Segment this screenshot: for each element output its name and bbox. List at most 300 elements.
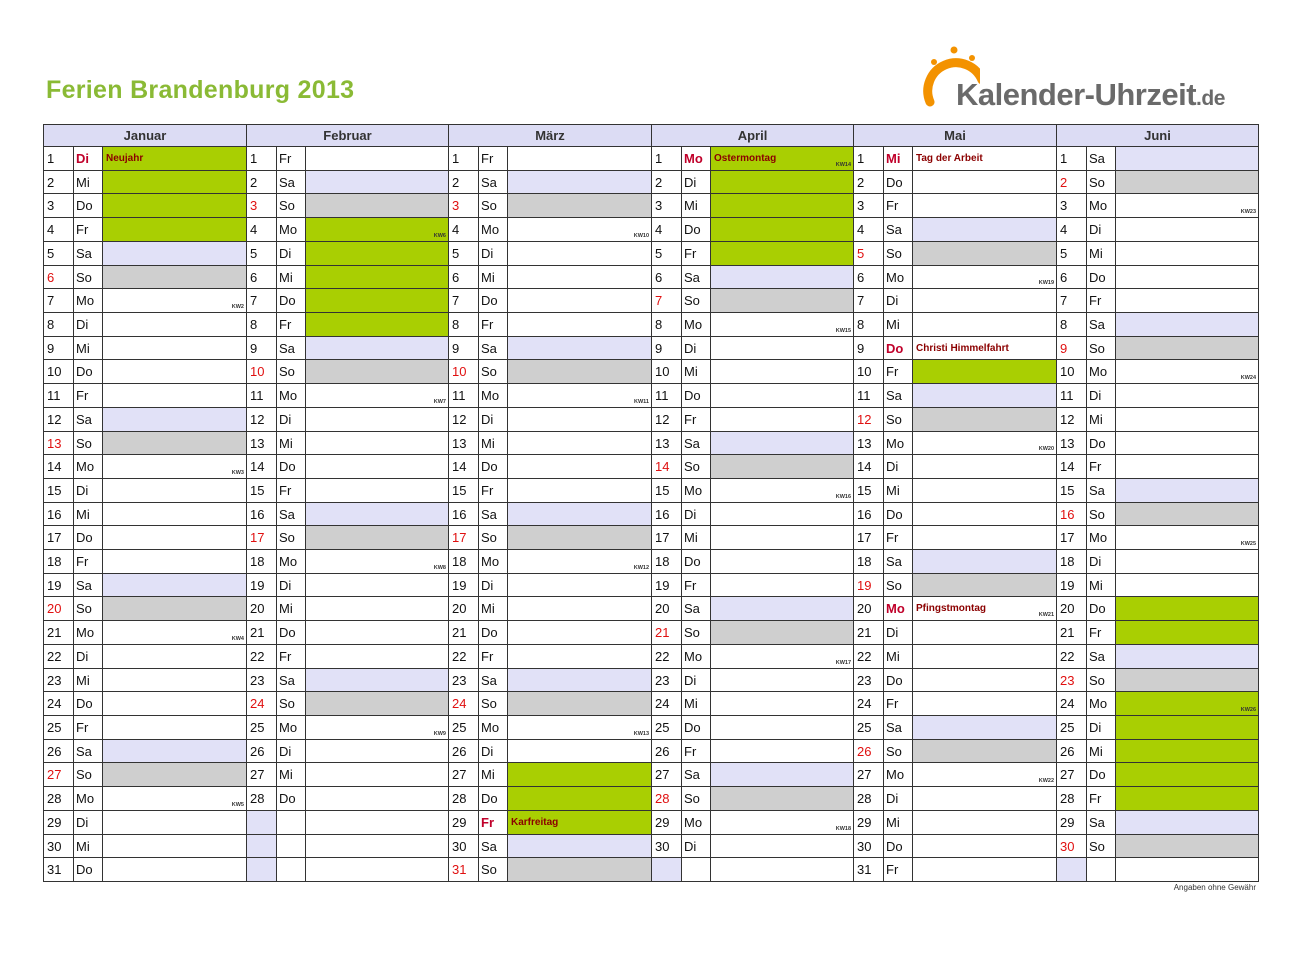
- day-number: 6: [247, 266, 277, 289]
- weekday-label: Do: [682, 384, 711, 408]
- day-note: [913, 763, 1057, 787]
- weekday-label: Di: [74, 645, 103, 669]
- day-number: 28: [449, 787, 479, 811]
- weekday-label: Mi: [1087, 242, 1116, 266]
- day-note: [913, 384, 1057, 408]
- day-number: 17: [854, 526, 884, 550]
- weekday-label: Fr: [74, 550, 103, 574]
- calendar-week-label: KW2: [231, 304, 244, 310]
- day-number: 7: [44, 289, 74, 313]
- day-number: 28: [652, 787, 682, 811]
- weekday-label: Sa: [1087, 479, 1116, 503]
- day-number: 26: [247, 740, 277, 763]
- weekday-label: Mo: [74, 455, 103, 479]
- day-number: 7: [854, 289, 884, 313]
- day-number: 2: [854, 171, 884, 194]
- weekday-label: Mo: [884, 266, 913, 289]
- logo: [920, 40, 1250, 120]
- day-number: 27: [854, 763, 884, 787]
- day-note: [913, 645, 1057, 669]
- weekday-label: Di: [1087, 716, 1116, 740]
- day-number: 12: [247, 408, 277, 432]
- day-number: 3: [247, 194, 277, 218]
- weekday-label: Do: [277, 787, 306, 811]
- calendar-week-label: KW3: [231, 470, 244, 476]
- weekday-label: So: [884, 242, 913, 266]
- weekday-label: Mo: [479, 218, 508, 242]
- day-note: [103, 669, 247, 692]
- weekday-label: Sa: [277, 171, 306, 194]
- calendar-week-label: KW18: [835, 826, 851, 832]
- day-number: 14: [449, 455, 479, 479]
- day-note: [306, 692, 449, 716]
- day-number: 19: [449, 574, 479, 597]
- logo-text: [956, 77, 1225, 113]
- weekday-label: Di: [682, 835, 711, 858]
- weekday-label: Mo: [277, 384, 306, 408]
- calendar-week-label: KW20: [1038, 446, 1054, 452]
- day-note: [306, 787, 449, 811]
- weekday-label: Sa: [682, 432, 711, 455]
- day-number: 23: [652, 669, 682, 692]
- page-title: Ferien Brandenburg 2013: [46, 76, 355, 104]
- day-note: [306, 574, 449, 597]
- day-number: 3: [44, 194, 74, 218]
- day-note: [508, 621, 652, 645]
- weekday-label: Fr: [1087, 787, 1116, 811]
- day-number: 6: [1057, 266, 1087, 289]
- weekday-label: Sa: [682, 266, 711, 289]
- month-header-februar: Februar: [247, 124, 449, 147]
- day-note: [1116, 621, 1259, 645]
- day-note: [1116, 360, 1259, 384]
- day-note: [1116, 194, 1259, 218]
- weekday-label: Sa: [884, 550, 913, 574]
- empty-cell: [1057, 858, 1087, 882]
- day-number: 25: [44, 716, 74, 740]
- day-note: [508, 692, 652, 716]
- day-note: [103, 503, 247, 526]
- day-note: [306, 289, 449, 313]
- weekday-label: Di: [74, 479, 103, 503]
- day-number: 1: [854, 147, 884, 171]
- weekday-label: Mi: [74, 337, 103, 360]
- weekday-label: Di: [74, 313, 103, 337]
- day-note: [913, 835, 1057, 858]
- holiday-note: Christi Himmelfahrt: [913, 337, 1057, 360]
- day-note: [103, 621, 247, 645]
- day-note: [711, 621, 854, 645]
- day-number: 29: [449, 811, 479, 835]
- weekday-label: Do: [884, 337, 913, 360]
- weekday-label: Do: [884, 503, 913, 526]
- calendar-week-label: KW25: [1240, 541, 1256, 547]
- weekday-label: Sa: [884, 384, 913, 408]
- day-number: 8: [652, 313, 682, 337]
- day-note: [306, 194, 449, 218]
- day-number: 13: [854, 432, 884, 455]
- day-note: [1116, 432, 1259, 455]
- day-note: [913, 479, 1057, 503]
- day-note: [1116, 408, 1259, 432]
- day-number: 4: [652, 218, 682, 242]
- empty-cell: [277, 858, 306, 882]
- day-number: 8: [44, 313, 74, 337]
- day-note: [913, 669, 1057, 692]
- day-number: 12: [652, 408, 682, 432]
- day-note: [913, 550, 1057, 574]
- day-note: [306, 669, 449, 692]
- day-note: [913, 432, 1057, 455]
- day-number: 27: [247, 763, 277, 787]
- day-note: [913, 313, 1057, 337]
- day-number: 3: [652, 194, 682, 218]
- day-number: 2: [44, 171, 74, 194]
- day-number: 4: [247, 218, 277, 242]
- day-number: 10: [449, 360, 479, 384]
- weekday-label: Mo: [682, 479, 711, 503]
- day-number: 20: [247, 597, 277, 621]
- weekday-label: Do: [277, 289, 306, 313]
- day-number: 18: [1057, 550, 1087, 574]
- empty-cell: [652, 858, 682, 882]
- weekday-label: Mi: [479, 597, 508, 621]
- day-number: 5: [247, 242, 277, 266]
- calendar-week-label: KW13: [633, 731, 649, 737]
- day-number: 9: [1057, 337, 1087, 360]
- weekday-label: Di: [74, 147, 103, 171]
- day-number: 27: [449, 763, 479, 787]
- holiday-note: Pfingstmontag KW21: [913, 597, 1057, 621]
- day-number: 1: [449, 147, 479, 171]
- day-number: 15: [652, 479, 682, 503]
- day-note: [508, 455, 652, 479]
- day-note: [508, 669, 652, 692]
- weekday-label: Di: [1087, 384, 1116, 408]
- day-number: 23: [449, 669, 479, 692]
- day-note: [306, 384, 449, 408]
- weekday-label: Mi: [1087, 740, 1116, 763]
- weekday-label: Fr: [1087, 621, 1116, 645]
- day-number: 11: [652, 384, 682, 408]
- weekday-label: Do: [682, 716, 711, 740]
- day-note: [306, 408, 449, 432]
- day-number: 7: [652, 289, 682, 313]
- day-number: 13: [652, 432, 682, 455]
- weekday-label: Mi: [682, 360, 711, 384]
- weekday-label: So: [479, 194, 508, 218]
- day-number: 9: [652, 337, 682, 360]
- day-note: [1116, 479, 1259, 503]
- day-number: 12: [44, 408, 74, 432]
- day-note: [711, 550, 854, 574]
- day-number: 24: [44, 692, 74, 716]
- weekday-label: Mi: [277, 266, 306, 289]
- calendar-week-label: KW19: [1038, 280, 1054, 286]
- weekday-label: Fr: [1087, 455, 1116, 479]
- weekday-label: Di: [479, 242, 508, 266]
- calendar-grid: [43, 124, 1258, 882]
- day-note: [508, 384, 652, 408]
- weekday-label: Di: [884, 787, 913, 811]
- day-note: [913, 242, 1057, 266]
- day-note: [913, 171, 1057, 194]
- calendar-week-label: KW22: [1038, 778, 1054, 784]
- day-number: 8: [247, 313, 277, 337]
- day-number: 26: [44, 740, 74, 763]
- day-number: 5: [44, 242, 74, 266]
- day-number: 17: [652, 526, 682, 550]
- day-number: 9: [247, 337, 277, 360]
- day-number: 15: [247, 479, 277, 503]
- weekday-label: Sa: [682, 763, 711, 787]
- weekday-label: Sa: [74, 242, 103, 266]
- day-number: 1: [44, 147, 74, 171]
- day-note: [306, 455, 449, 479]
- weekday-label: Mi: [1087, 574, 1116, 597]
- empty-cell: [682, 858, 711, 882]
- weekday-label: Do: [479, 787, 508, 811]
- day-number: 24: [854, 692, 884, 716]
- day-number: 15: [449, 479, 479, 503]
- weekday-label: Do: [682, 550, 711, 574]
- day-number: 8: [1057, 313, 1087, 337]
- calendar-week-label: KW6: [433, 233, 446, 239]
- day-note: [1116, 692, 1259, 716]
- day-number: 22: [44, 645, 74, 669]
- weekday-label: So: [277, 692, 306, 716]
- weekday-label: Mo: [74, 621, 103, 645]
- weekday-label: Sa: [277, 669, 306, 692]
- day-number: 26: [854, 740, 884, 763]
- weekday-label: Do: [74, 360, 103, 384]
- day-note: [306, 242, 449, 266]
- day-note: [508, 763, 652, 787]
- day-note: [711, 337, 854, 360]
- day-note: [1116, 242, 1259, 266]
- day-number: 4: [44, 218, 74, 242]
- weekday-label: So: [277, 194, 306, 218]
- day-note: [1116, 218, 1259, 242]
- day-note: [103, 242, 247, 266]
- weekday-label: Fr: [479, 147, 508, 171]
- day-number: 21: [854, 621, 884, 645]
- day-number: 29: [854, 811, 884, 835]
- weekday-label: Do: [74, 526, 103, 550]
- day-note: [913, 455, 1057, 479]
- weekday-label: Fr: [884, 526, 913, 550]
- weekday-label: Fr: [884, 360, 913, 384]
- calendar-week-label: KW5: [231, 802, 244, 808]
- day-number: 12: [854, 408, 884, 432]
- weekday-label: Mi: [74, 669, 103, 692]
- calendar-week-label: KW9: [433, 731, 446, 737]
- weekday-label: Fr: [479, 811, 508, 835]
- weekday-label: Mi: [884, 313, 913, 337]
- day-note: [913, 289, 1057, 313]
- day-number: 6: [652, 266, 682, 289]
- day-number: 21: [1057, 621, 1087, 645]
- day-number: 29: [44, 811, 74, 835]
- logo-name: Kalender-Uhrzeit: [956, 77, 1197, 112]
- day-note: [103, 266, 247, 289]
- day-note: [103, 716, 247, 740]
- day-number: 7: [247, 289, 277, 313]
- day-note: [103, 574, 247, 597]
- day-number: 29: [1057, 811, 1087, 835]
- day-number: 20: [1057, 597, 1087, 621]
- weekday-label: Do: [479, 455, 508, 479]
- day-number: 4: [1057, 218, 1087, 242]
- day-number: 5: [652, 242, 682, 266]
- day-number: 8: [449, 313, 479, 337]
- day-note: [711, 289, 854, 313]
- day-number: 9: [449, 337, 479, 360]
- weekday-label: Fr: [479, 479, 508, 503]
- day-number: 28: [854, 787, 884, 811]
- weekday-label: Mi: [479, 763, 508, 787]
- day-note: [103, 835, 247, 858]
- day-number: 19: [247, 574, 277, 597]
- day-number: 11: [247, 384, 277, 408]
- day-number: 14: [854, 455, 884, 479]
- day-number: 26: [449, 740, 479, 763]
- day-number: 30: [1057, 835, 1087, 858]
- day-number: 22: [449, 645, 479, 669]
- empty-cell: [247, 858, 277, 882]
- holiday-note: Neujahr: [103, 147, 247, 171]
- day-note: [913, 218, 1057, 242]
- holiday-note: Ostermontag KW14: [711, 147, 854, 171]
- day-number: 23: [44, 669, 74, 692]
- day-number: 16: [247, 503, 277, 526]
- day-note: [103, 408, 247, 432]
- day-note: [508, 242, 652, 266]
- day-number: 16: [449, 503, 479, 526]
- day-note: [711, 716, 854, 740]
- day-note: [1116, 455, 1259, 479]
- weekday-label: Fr: [682, 740, 711, 763]
- day-note: [711, 455, 854, 479]
- weekday-label: Fr: [884, 194, 913, 218]
- weekday-label: Di: [277, 242, 306, 266]
- weekday-label: Do: [1087, 432, 1116, 455]
- day-number: 25: [854, 716, 884, 740]
- weekday-label: So: [1087, 835, 1116, 858]
- day-note: [508, 858, 652, 882]
- empty-cell: [247, 811, 277, 835]
- calendar-week-label: KW26: [1240, 707, 1256, 713]
- weekday-label: Mi: [884, 645, 913, 669]
- weekday-label: Mi: [884, 147, 913, 171]
- day-number: 23: [247, 669, 277, 692]
- day-note: [913, 692, 1057, 716]
- weekday-label: Mi: [682, 194, 711, 218]
- day-number: 10: [44, 360, 74, 384]
- day-note: [1116, 337, 1259, 360]
- weekday-label: Mo: [682, 147, 711, 171]
- weekday-label: Mo: [479, 550, 508, 574]
- weekday-label: Di: [682, 171, 711, 194]
- day-number: 18: [854, 550, 884, 574]
- day-number: 18: [652, 550, 682, 574]
- calendar-week-label: KW15: [835, 328, 851, 334]
- day-note: [913, 408, 1057, 432]
- day-note: [711, 266, 854, 289]
- day-note: [1116, 147, 1259, 171]
- weekday-label: Sa: [1087, 147, 1116, 171]
- day-note: [508, 266, 652, 289]
- day-note: [508, 479, 652, 503]
- weekday-label: Fr: [277, 313, 306, 337]
- day-number: 25: [449, 716, 479, 740]
- day-number: 17: [247, 526, 277, 550]
- weekday-label: So: [479, 692, 508, 716]
- weekday-label: Sa: [74, 574, 103, 597]
- calendar-week-label: KW24: [1240, 375, 1256, 381]
- weekday-label: Sa: [479, 669, 508, 692]
- day-number: 28: [44, 787, 74, 811]
- day-number: 30: [449, 835, 479, 858]
- weekday-label: Sa: [1087, 313, 1116, 337]
- day-note: [711, 360, 854, 384]
- day-number: 6: [854, 266, 884, 289]
- calendar-week-label: KW17: [835, 660, 851, 666]
- weekday-label: Sa: [479, 337, 508, 360]
- day-number: 27: [44, 763, 74, 787]
- day-note: [103, 787, 247, 811]
- day-note: [913, 526, 1057, 550]
- day-note: [711, 740, 854, 763]
- day-number: 7: [1057, 289, 1087, 313]
- weekday-label: Di: [277, 408, 306, 432]
- weekday-label: Mi: [884, 811, 913, 835]
- day-note: [913, 740, 1057, 763]
- day-number: 26: [1057, 740, 1087, 763]
- day-number: 22: [1057, 645, 1087, 669]
- weekday-label: Do: [1087, 597, 1116, 621]
- day-number: 4: [449, 218, 479, 242]
- day-number: 12: [1057, 408, 1087, 432]
- weekday-label: Mi: [277, 432, 306, 455]
- day-number: 19: [652, 574, 682, 597]
- day-number: 24: [449, 692, 479, 716]
- weekday-label: Fr: [74, 218, 103, 242]
- day-note: [1116, 266, 1259, 289]
- day-note: [1116, 740, 1259, 763]
- weekday-label: So: [1087, 503, 1116, 526]
- day-number: 5: [449, 242, 479, 266]
- weekday-label: Sa: [74, 408, 103, 432]
- calendar-week-label: KW8: [433, 565, 446, 571]
- empty-cell: [1087, 858, 1116, 882]
- calendar-week-label: KW12: [633, 565, 649, 571]
- month-header-mai: Mai: [854, 124, 1057, 147]
- day-note: [913, 574, 1057, 597]
- day-number: 5: [854, 242, 884, 266]
- holiday-note: Tag der Arbeit: [913, 147, 1057, 171]
- day-note: [1116, 811, 1259, 835]
- weekday-label: Sa: [682, 597, 711, 621]
- weekday-label: So: [682, 787, 711, 811]
- day-note: [508, 147, 652, 171]
- day-note: [711, 218, 854, 242]
- day-note: [103, 171, 247, 194]
- day-note: [508, 503, 652, 526]
- day-note: [711, 669, 854, 692]
- day-note: [103, 360, 247, 384]
- day-note: [103, 313, 247, 337]
